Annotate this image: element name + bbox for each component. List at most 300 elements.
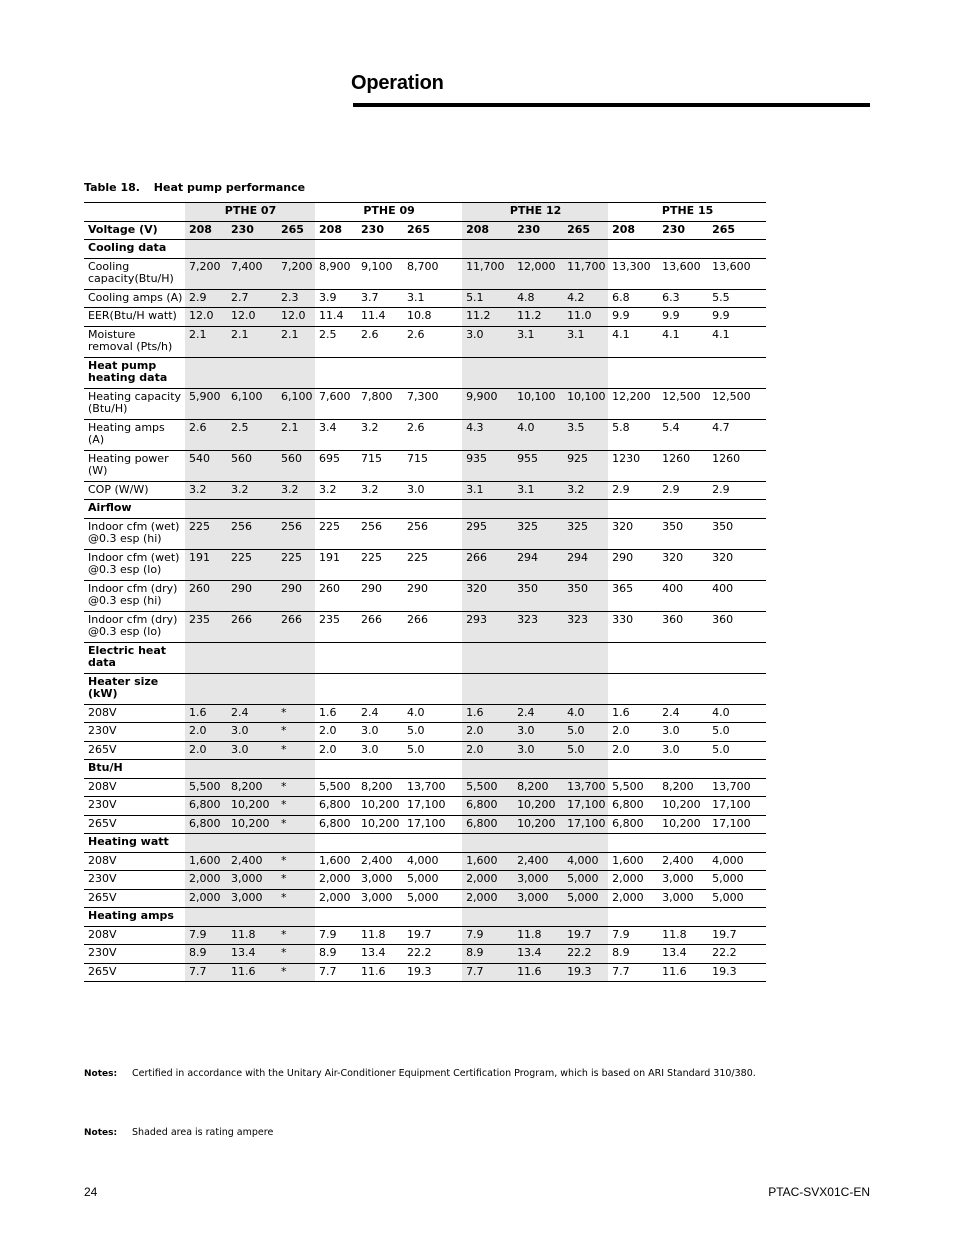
value-cell: 2.7: [227, 289, 277, 308]
table-row: [84, 815, 766, 834]
value-cell: 4.0: [563, 704, 608, 723]
value-cell: [513, 908, 563, 927]
value-cell: 11.2: [462, 308, 513, 327]
row-label: 230V: [84, 871, 185, 890]
value-cell: 5,000: [708, 871, 766, 890]
value-cell: 4,000: [708, 852, 766, 871]
value-cell: 11.2: [513, 308, 563, 327]
value-cell: 12.0: [227, 308, 277, 327]
value-cell: 955: [513, 450, 563, 481]
value-cell: 5,000: [403, 871, 462, 890]
value-cell: 290: [227, 580, 277, 611]
value-cell: 1,600: [185, 852, 227, 871]
value-cell: 256: [403, 518, 462, 549]
value-cell: 2.6: [403, 326, 462, 357]
value-cell: *: [277, 871, 315, 890]
value-cell: [563, 357, 608, 388]
value-cell: 5,000: [563, 871, 608, 890]
value-cell: 19.7: [403, 926, 462, 945]
value-cell: 7.9: [608, 926, 658, 945]
page-header-rule: [353, 103, 870, 107]
value-cell: [708, 357, 766, 388]
value-cell: 19.3: [563, 963, 608, 982]
value-cell: [708, 642, 766, 673]
note-text: Certified in accordance with the Unitary Air-Conditioner Equipment Certification Program, which is based on ARI Standard 310/380.: [132, 1068, 756, 1079]
value-cell: 11.0: [563, 308, 608, 327]
table-row: [84, 450, 766, 481]
value-cell: 5,500: [608, 778, 658, 797]
value-cell: 294: [513, 549, 563, 580]
value-cell: 1.6: [462, 704, 513, 723]
row-label: Heating amps (A): [84, 419, 185, 450]
row-label: Indoor cfm (wet) @0.3 esp (lo): [84, 549, 185, 580]
value-cell: [315, 240, 357, 259]
value-cell: [608, 760, 658, 779]
value-cell: 360: [708, 611, 766, 642]
value-cell: 3.2: [357, 419, 403, 450]
value-cell: 4.8: [513, 289, 563, 308]
value-cell: *: [277, 723, 315, 742]
value-cell: 6,800: [185, 815, 227, 834]
value-cell: 3.0: [357, 741, 403, 760]
voltage-header: 230: [357, 221, 403, 240]
value-cell: 1,600: [462, 852, 513, 871]
value-cell: 2,000: [185, 871, 227, 890]
section-row: [84, 500, 766, 519]
value-cell: 19.3: [403, 963, 462, 982]
value-cell: [513, 500, 563, 519]
value-cell: 1260: [658, 450, 708, 481]
value-cell: 2,000: [608, 871, 658, 890]
value-cell: 6.8: [608, 289, 658, 308]
value-cell: 935: [462, 450, 513, 481]
value-cell: 4.7: [708, 419, 766, 450]
value-cell: 1260: [708, 450, 766, 481]
value-cell: [227, 760, 277, 779]
table-row: [84, 889, 766, 908]
value-cell: [708, 834, 766, 853]
table-row: [84, 388, 766, 419]
value-cell: 9,900: [462, 388, 513, 419]
value-cell: 2.1: [277, 326, 315, 357]
value-cell: 3.4: [315, 419, 357, 450]
value-cell: 2,000: [462, 889, 513, 908]
value-cell: 2.5: [227, 419, 277, 450]
value-cell: 320: [462, 580, 513, 611]
value-cell: [403, 500, 462, 519]
table-voltage-row: [84, 221, 766, 240]
value-cell: 290: [608, 549, 658, 580]
value-cell: [462, 834, 513, 853]
value-cell: [357, 357, 403, 388]
value-cell: 3,000: [357, 889, 403, 908]
value-cell: 323: [513, 611, 563, 642]
value-cell: *: [277, 778, 315, 797]
value-cell: 400: [708, 580, 766, 611]
value-cell: 5.0: [403, 723, 462, 742]
value-cell: [277, 357, 315, 388]
value-cell: [608, 673, 658, 704]
value-cell: 320: [658, 549, 708, 580]
value-cell: 225: [227, 549, 277, 580]
value-cell: 8,200: [513, 778, 563, 797]
page-header-title: Operation: [351, 72, 444, 94]
value-cell: 293: [462, 611, 513, 642]
value-cell: 11.6: [227, 963, 277, 982]
value-cell: [513, 760, 563, 779]
value-cell: 10,200: [513, 797, 563, 816]
value-cell: 7,800: [357, 388, 403, 419]
value-cell: 2.4: [357, 704, 403, 723]
section-label: Btu/H: [84, 760, 185, 779]
value-cell: 3.0: [403, 481, 462, 500]
value-cell: 8.9: [462, 945, 513, 964]
value-cell: 11,700: [462, 258, 513, 289]
value-cell: 2,000: [608, 889, 658, 908]
value-cell: [357, 500, 403, 519]
value-cell: 2,000: [315, 889, 357, 908]
value-cell: 13.4: [357, 945, 403, 964]
value-cell: 4.2: [563, 289, 608, 308]
value-cell: 5.0: [403, 741, 462, 760]
value-cell: 6,800: [462, 815, 513, 834]
value-cell: [185, 357, 227, 388]
value-cell: [403, 357, 462, 388]
row-label: Moisture removal (Pts/h): [84, 326, 185, 357]
voltage-header: 208: [462, 221, 513, 240]
value-cell: [563, 760, 608, 779]
value-cell: 3.2: [277, 481, 315, 500]
value-cell: [357, 908, 403, 927]
value-cell: 266: [227, 611, 277, 642]
value-cell: [403, 760, 462, 779]
table-title: Heat pump performance: [153, 181, 306, 194]
value-cell: [185, 834, 227, 853]
value-cell: 7.7: [608, 963, 658, 982]
value-cell: 3.1: [513, 481, 563, 500]
value-cell: 2.0: [608, 741, 658, 760]
section-label: Heat pump heating data: [84, 357, 185, 388]
value-cell: 19.7: [708, 926, 766, 945]
value-cell: 13.4: [658, 945, 708, 964]
table-row: [84, 963, 766, 982]
value-cell: 7.7: [185, 963, 227, 982]
value-cell: 3.1: [513, 326, 563, 357]
value-cell: 6,800: [315, 797, 357, 816]
value-cell: 9,100: [357, 258, 403, 289]
row-label: 265V: [84, 889, 185, 908]
value-cell: 3.0: [357, 723, 403, 742]
value-cell: 1.6: [185, 704, 227, 723]
value-cell: 7,400: [227, 258, 277, 289]
value-cell: 560: [277, 450, 315, 481]
voltage-header: 230: [513, 221, 563, 240]
group-header: PTHE 12: [462, 203, 608, 222]
value-cell: 4.1: [608, 326, 658, 357]
value-cell: [185, 760, 227, 779]
value-cell: 235: [315, 611, 357, 642]
value-cell: [708, 240, 766, 259]
value-cell: [462, 500, 513, 519]
value-cell: [277, 240, 315, 259]
row-label: Cooling capacity(Btu/H): [84, 258, 185, 289]
table-row: [84, 518, 766, 549]
row-label: Indoor cfm (dry) @0.3 esp (lo): [84, 611, 185, 642]
value-cell: 17,100: [708, 815, 766, 834]
value-cell: 5.0: [563, 723, 608, 742]
row-label: 208V: [84, 778, 185, 797]
value-cell: 325: [563, 518, 608, 549]
value-cell: 256: [357, 518, 403, 549]
value-cell: 1,600: [315, 852, 357, 871]
value-cell: [403, 834, 462, 853]
value-cell: [563, 500, 608, 519]
value-cell: [462, 760, 513, 779]
value-cell: 3.0: [658, 723, 708, 742]
voltage-header: 265: [403, 221, 462, 240]
voltage-header: 265: [277, 221, 315, 240]
section-row: [84, 760, 766, 779]
value-cell: 13,600: [658, 258, 708, 289]
value-cell: [563, 673, 608, 704]
value-cell: 3.0: [227, 723, 277, 742]
row-label: 265V: [84, 963, 185, 982]
value-cell: 9.9: [708, 308, 766, 327]
value-cell: 2.9: [608, 481, 658, 500]
value-cell: [185, 908, 227, 927]
value-cell: *: [277, 852, 315, 871]
value-cell: 295: [462, 518, 513, 549]
row-label: 230V: [84, 797, 185, 816]
section-label: Heater size (kW): [84, 673, 185, 704]
value-cell: 7.9: [315, 926, 357, 945]
value-cell: 13,300: [608, 258, 658, 289]
value-cell: 4.0: [708, 704, 766, 723]
value-cell: 2.6: [357, 326, 403, 357]
value-cell: 6,100: [277, 388, 315, 419]
value-cell: [277, 834, 315, 853]
value-cell: 2.0: [462, 741, 513, 760]
value-cell: 266: [462, 549, 513, 580]
table-row: [84, 549, 766, 580]
value-cell: [658, 357, 708, 388]
table-row: [84, 580, 766, 611]
row-label: Heating capacity (Btu/H): [84, 388, 185, 419]
value-cell: 2,000: [462, 871, 513, 890]
value-cell: 2.4: [658, 704, 708, 723]
value-cell: 6,800: [608, 815, 658, 834]
value-cell: 365: [608, 580, 658, 611]
value-cell: 12.0: [185, 308, 227, 327]
value-cell: 6,800: [185, 797, 227, 816]
value-cell: 10,200: [227, 797, 277, 816]
value-cell: [708, 908, 766, 927]
value-cell: 3.2: [357, 481, 403, 500]
value-cell: 3.1: [462, 481, 513, 500]
value-cell: [315, 834, 357, 853]
value-cell: 5.0: [708, 723, 766, 742]
heat-pump-performance-table: [84, 202, 766, 982]
value-cell: [403, 908, 462, 927]
value-cell: 7,200: [185, 258, 227, 289]
value-cell: 2.0: [185, 723, 227, 742]
value-cell: 13,700: [563, 778, 608, 797]
value-cell: [277, 908, 315, 927]
value-cell: *: [277, 704, 315, 723]
value-cell: 8.9: [315, 945, 357, 964]
value-cell: 256: [227, 518, 277, 549]
value-cell: 2.9: [708, 481, 766, 500]
value-cell: 3,000: [658, 889, 708, 908]
value-cell: 8,200: [227, 778, 277, 797]
value-cell: 3,000: [227, 871, 277, 890]
value-cell: 8,200: [357, 778, 403, 797]
value-cell: 5.4: [658, 419, 708, 450]
value-cell: [315, 760, 357, 779]
value-cell: [227, 834, 277, 853]
value-cell: 235: [185, 611, 227, 642]
value-cell: [563, 240, 608, 259]
value-cell: 11.4: [357, 308, 403, 327]
table-row: [84, 871, 766, 890]
value-cell: [277, 500, 315, 519]
value-cell: [608, 834, 658, 853]
table-row: [84, 419, 766, 450]
value-cell: [403, 642, 462, 673]
value-cell: [227, 500, 277, 519]
value-cell: 1.6: [315, 704, 357, 723]
table-row: [84, 945, 766, 964]
section-label: Heating watt: [84, 834, 185, 853]
value-cell: 5,500: [462, 778, 513, 797]
value-cell: 10,200: [357, 815, 403, 834]
value-cell: [658, 760, 708, 779]
value-cell: [315, 908, 357, 927]
group-header: PTHE 09: [315, 203, 462, 222]
value-cell: 2.0: [315, 723, 357, 742]
value-cell: *: [277, 926, 315, 945]
value-cell: [658, 240, 708, 259]
row-label: EER(Btu/H watt): [84, 308, 185, 327]
row-label: COP (W/W): [84, 481, 185, 500]
value-cell: 4.1: [708, 326, 766, 357]
value-cell: 17,100: [563, 797, 608, 816]
value-cell: 2.6: [185, 419, 227, 450]
value-cell: 225: [403, 549, 462, 580]
value-cell: [708, 500, 766, 519]
value-cell: 5.0: [708, 741, 766, 760]
value-cell: 323: [563, 611, 608, 642]
value-cell: 10,200: [227, 815, 277, 834]
value-cell: 10.8: [403, 308, 462, 327]
section-row: [84, 357, 766, 388]
value-cell: 4.0: [403, 704, 462, 723]
value-cell: 191: [315, 549, 357, 580]
value-cell: 260: [185, 580, 227, 611]
value-cell: 2.5: [315, 326, 357, 357]
value-cell: 10,100: [563, 388, 608, 419]
value-cell: [185, 642, 227, 673]
value-cell: 3,000: [658, 871, 708, 890]
value-cell: 3,000: [513, 889, 563, 908]
value-cell: [658, 673, 708, 704]
voltage-header: 265: [563, 221, 608, 240]
value-cell: 2,400: [513, 852, 563, 871]
value-cell: [357, 834, 403, 853]
value-cell: 5.0: [563, 741, 608, 760]
table-row: [84, 611, 766, 642]
section-label: Heating amps: [84, 908, 185, 927]
value-cell: 7,600: [315, 388, 357, 419]
value-cell: [608, 500, 658, 519]
value-cell: 8,900: [315, 258, 357, 289]
value-cell: *: [277, 889, 315, 908]
value-cell: 290: [277, 580, 315, 611]
value-cell: [708, 673, 766, 704]
value-cell: 3.9: [315, 289, 357, 308]
note-label: Notes:: [84, 1069, 118, 1079]
value-cell: 2.0: [462, 723, 513, 742]
value-cell: 10,100: [513, 388, 563, 419]
value-cell: 5,000: [403, 889, 462, 908]
value-cell: 12,500: [708, 388, 766, 419]
value-cell: 225: [357, 549, 403, 580]
value-cell: 12,000: [513, 258, 563, 289]
value-cell: 8.9: [185, 945, 227, 964]
value-cell: 350: [513, 580, 563, 611]
value-cell: 3,000: [227, 889, 277, 908]
value-cell: [563, 908, 608, 927]
value-cell: 2.4: [513, 704, 563, 723]
value-cell: [277, 673, 315, 704]
value-cell: 225: [315, 518, 357, 549]
value-cell: 225: [277, 549, 315, 580]
value-cell: 19.7: [563, 926, 608, 945]
value-cell: 3.1: [563, 326, 608, 357]
voltage-header: 230: [658, 221, 708, 240]
value-cell: 2.1: [227, 326, 277, 357]
value-cell: [357, 673, 403, 704]
value-cell: [315, 500, 357, 519]
value-cell: [513, 357, 563, 388]
value-cell: 11,700: [563, 258, 608, 289]
value-cell: 11.6: [513, 963, 563, 982]
value-cell: 350: [658, 518, 708, 549]
value-cell: 13,700: [708, 778, 766, 797]
value-cell: 7,200: [277, 258, 315, 289]
value-cell: 8,200: [658, 778, 708, 797]
value-cell: *: [277, 741, 315, 760]
value-cell: 17,100: [708, 797, 766, 816]
value-cell: 9.9: [658, 308, 708, 327]
value-cell: [462, 642, 513, 673]
value-cell: 560: [227, 450, 277, 481]
value-cell: [185, 673, 227, 704]
table-row: [84, 481, 766, 500]
row-label: Indoor cfm (dry) @0.3 esp (hi): [84, 580, 185, 611]
value-cell: 2.3: [277, 289, 315, 308]
value-cell: 10,200: [513, 815, 563, 834]
value-cell: [462, 673, 513, 704]
value-cell: [658, 500, 708, 519]
value-cell: 8,700: [403, 258, 462, 289]
value-cell: [315, 357, 357, 388]
value-cell: [277, 760, 315, 779]
voltage-header: 230: [227, 221, 277, 240]
value-cell: 4.3: [462, 419, 513, 450]
value-cell: 22.2: [708, 945, 766, 964]
value-cell: 7.7: [315, 963, 357, 982]
